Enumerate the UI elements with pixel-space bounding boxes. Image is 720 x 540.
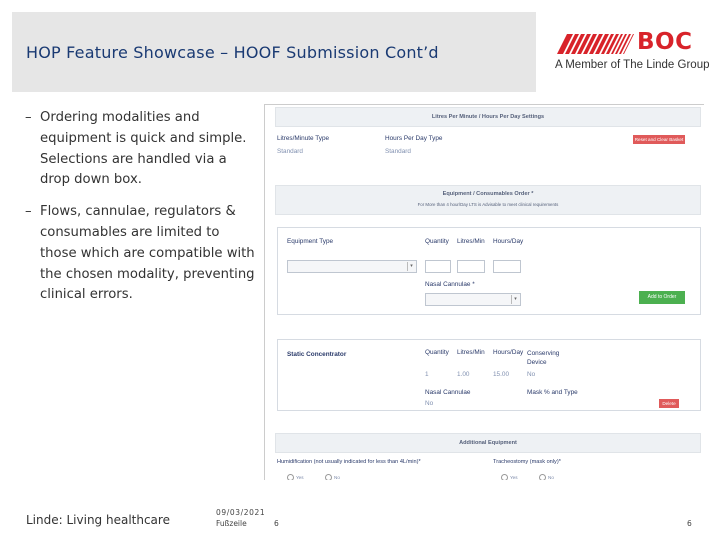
- hpd-type-label: Hours Per Day Type: [385, 135, 443, 142]
- additional-section-header: Additional Equipment: [275, 433, 701, 453]
- bullet-dash: –: [25, 110, 32, 125]
- order-item-box: [277, 339, 701, 411]
- quantity-label: Quantity: [425, 238, 449, 245]
- nasal-cannulae-label: Nasal Cannulae *: [425, 281, 475, 288]
- order-nasal-value: No: [425, 400, 434, 407]
- tracheostomy-label: Tracheostomy (mask only)*: [493, 459, 561, 465]
- bullet-item: [25, 202, 257, 306]
- order-item-name: Static Concentrator: [287, 351, 347, 358]
- chevron-down-icon: ▾: [511, 295, 519, 304]
- delete-item-button[interactable]: Delete: [659, 399, 679, 408]
- footer-page-number-left: 6: [274, 519, 279, 528]
- equipment-section-header: [275, 185, 701, 215]
- litres-min-input[interactable]: [457, 260, 485, 273]
- humidification-label: Humidification (not usually indicated for less than 4L/min)*: [277, 459, 421, 465]
- lpm-type-label: Litres/Minute Type: [277, 135, 330, 142]
- slide-title: HOP Feature Showcase – HOOF Submission Cont’d: [26, 43, 439, 62]
- hpd-type-value[interactable]: Standard: [385, 148, 411, 155]
- nasal-cannulae-select[interactable]: [425, 293, 521, 306]
- chevron-down-icon: ▾: [407, 262, 415, 271]
- add-to-order-button[interactable]: Add to Order: [639, 291, 685, 304]
- bullet-item: [25, 108, 257, 191]
- tracheostomy-no-label: No: [548, 475, 554, 480]
- bullet-list: [25, 108, 257, 317]
- logo-brand: BOC: [637, 29, 693, 55]
- humidification-no-radio[interactable]: [325, 474, 332, 480]
- quantity-input[interactable]: [425, 260, 451, 273]
- order-hours-label: Hours/Day: [493, 349, 524, 356]
- boc-logo: [545, 12, 708, 92]
- humidification-no-label: No: [334, 475, 340, 480]
- equipment-header-title: Equipment / Consumables Order *: [442, 191, 534, 197]
- footer-date: 09/03/2021: [216, 508, 266, 517]
- order-quantity-label: Quantity: [425, 349, 449, 356]
- hoof-form-screenshot: [264, 104, 704, 480]
- humidification-yes-label: Yes: [296, 475, 304, 480]
- order-nasal-label: Nasal Cannulae: [425, 389, 471, 396]
- litres-min-label: Litres/Min: [457, 238, 485, 245]
- tracheostomy-yes-radio[interactable]: [501, 474, 508, 480]
- logo-tagline: A Member of The Linde Group: [555, 59, 710, 71]
- humidification-yes-radio[interactable]: [287, 474, 294, 480]
- tracheostomy-no-radio[interactable]: [539, 474, 546, 480]
- order-conserving-value: No: [527, 371, 536, 378]
- order-conserving-label: Conserving Device: [527, 350, 560, 366]
- footer-page-number: 6: [687, 519, 692, 528]
- hours-day-input[interactable]: [493, 260, 521, 273]
- reset-basket-button[interactable]: Reset and Clear Basket: [634, 137, 684, 142]
- order-mask-label: Mask % and Type: [527, 389, 578, 396]
- equipment-type-label: Equipment Type: [287, 238, 334, 245]
- hours-day-label: Hours/Day: [493, 238, 524, 245]
- order-hours-value: 15.00: [493, 371, 509, 378]
- order-litres-label: Litres/Min: [457, 349, 485, 356]
- equipment-header-note: For More than 4 hour/Day LTS is Advisable to meet clinical requirements: [417, 202, 559, 207]
- settings-section-header: Litres Per Minute / Hours Per Day Settings: [275, 107, 701, 127]
- order-litres-value: 1.00: [457, 371, 470, 378]
- order-quantity-value: 1: [425, 371, 429, 378]
- boc-stripes-icon: [557, 34, 637, 54]
- tracheostomy-yes-label: Yes: [510, 475, 518, 480]
- bullet-text: Flows, cannulae, regulators & consumables are limited to those which are compatible with the chosen modality, preventing clinical errors.: [40, 204, 255, 303]
- lpm-type-value[interactable]: Standard: [277, 148, 303, 155]
- bullet-text: Ordering modalities and equipment is quick and simple. Selections are handled via a drop down box.: [40, 110, 247, 188]
- equipment-type-select[interactable]: [287, 260, 417, 273]
- bullet-dash: –: [25, 204, 32, 220]
- footer-brand: Linde: Living healthcare: [26, 513, 170, 527]
- footer-text: Fußzeile: [216, 519, 247, 528]
